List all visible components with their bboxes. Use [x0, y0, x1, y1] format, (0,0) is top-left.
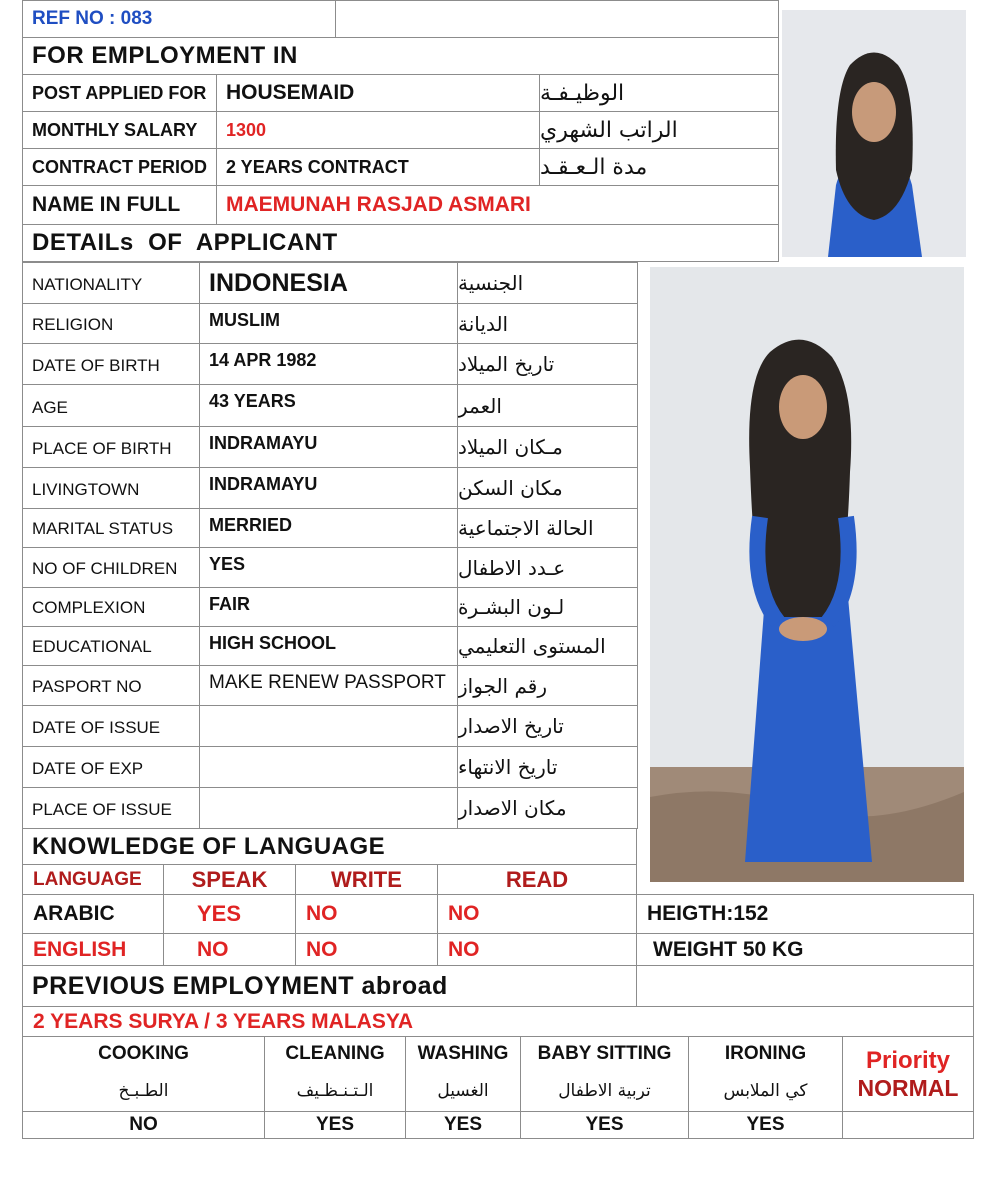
detail-value: MUSLIM [199, 303, 458, 344]
skill-value: YES [264, 1111, 406, 1139]
detail-label: DATE OF EXP [22, 746, 200, 788]
skill-arabic: الغسيل [405, 1070, 521, 1112]
detail-arabic: مكان السكن [457, 467, 638, 509]
arabic-language: ARABIC [22, 894, 164, 934]
skill-arabic: كي الملابس [688, 1070, 843, 1112]
detail-label: AGE [22, 384, 200, 427]
priority-label: Priority [865, 1046, 951, 1074]
detail-arabic: عـدد الاطفال [457, 547, 638, 588]
write-col-header: WRITE [295, 864, 438, 895]
language-heading: KNOWLEDGE OF LANGUAGE [22, 828, 637, 865]
detail-value: 14 APR 1982 [199, 343, 458, 385]
arabic-read: NO [437, 894, 637, 934]
detail-label: COMPLEXION [22, 587, 200, 627]
detail-label: PLACE OF ISSUE [22, 787, 200, 829]
english-read: NO [437, 933, 637, 966]
detail-value: INDRAMAYU [199, 426, 458, 468]
skill-name: IRONING [688, 1036, 843, 1071]
detail-value: MAKE RENEW PASSPORT [199, 665, 458, 706]
skill-arabic: الـتـنـظـيف [264, 1070, 406, 1112]
contract-label: CONTRACT PERIOD [22, 148, 217, 186]
detail-value: MERRIED [199, 508, 458, 548]
detail-label: NATIONALITY [22, 262, 200, 304]
details-heading: DETAILs OF APPLICANT [22, 224, 779, 262]
skill-name: WASHING [405, 1036, 521, 1071]
detail-arabic: لـون البشـرة [457, 587, 638, 627]
salary-value: 1300 [216, 111, 540, 149]
detail-label: RELIGION [22, 303, 200, 344]
priority-blank [842, 1111, 974, 1139]
height-value: HEIGTH:152 [636, 894, 974, 934]
english-write: NO [295, 933, 438, 966]
arabic-speak: YES [163, 894, 296, 934]
name-label: NAME IN FULL [22, 185, 217, 225]
employment-heading: FOR EMPLOYMENT IN [22, 37, 779, 75]
priority-value: NORMAL [857, 1074, 959, 1101]
weight-value: WEIGHT 50 KG [636, 933, 974, 966]
contract-value: 2 YEARS CONTRACT [216, 148, 540, 186]
detail-arabic: مكان الاصدار [457, 787, 638, 829]
arabic-write: NO [295, 894, 438, 934]
detail-label: DATE OF ISSUE [22, 705, 200, 747]
ref-no: REF NO : 083 [22, 0, 336, 38]
detail-label: LIVINGTOWN [22, 467, 200, 509]
detail-arabic: الحالة الاجتماعية [457, 508, 638, 548]
detail-label: DATE OF BIRTH [22, 343, 200, 385]
skill-name: COOKING [22, 1036, 265, 1071]
previous-blank [636, 965, 974, 1007]
detail-value [199, 746, 458, 788]
post-label: POST APPLIED FOR [22, 74, 217, 112]
detail-arabic: مـكان الميلاد [457, 426, 638, 468]
detail-value: YES [199, 547, 458, 588]
english-language: ENGLISH [22, 933, 164, 966]
detail-label: MARITAL STATUS [22, 508, 200, 548]
priority-cell [842, 1036, 974, 1112]
detail-arabic: تاريخ الميلاد [457, 343, 638, 385]
post-value: HOUSEMAID [216, 74, 540, 112]
detail-value [199, 705, 458, 747]
post-arabic: الوظيـفـة [539, 74, 779, 112]
salary-arabic: الراتب الشهري [539, 111, 779, 149]
skill-arabic: تربية الاطفال [520, 1070, 689, 1112]
detail-arabic: تاريخ الانتهاء [457, 746, 638, 788]
name-value: MAEMUNAH RASJAD ASMARI [216, 185, 779, 225]
salary-label: MONTHLY SALARY [22, 111, 217, 149]
contract-arabic: مدة الـعـقـد [539, 148, 779, 186]
detail-label: PLACE OF BIRTH [22, 426, 200, 468]
english-speak: NO [163, 933, 296, 966]
detail-value: 43 YEARS [199, 384, 458, 427]
detail-arabic: المستوى التعليمي [457, 626, 638, 666]
detail-value: INDRAMAYU [199, 467, 458, 509]
previous-value: 2 YEARS SURYA / 3 YEARS MALASYA [22, 1006, 974, 1037]
skill-value: YES [688, 1111, 843, 1139]
skill-arabic: الطـبـخ [22, 1070, 265, 1112]
detail-value: HIGH SCHOOL [199, 626, 458, 666]
detail-arabic: العمر [457, 384, 638, 427]
detail-arabic: تاريخ الاصدار [457, 705, 638, 747]
previous-heading: PREVIOUS EMPLOYMENT abroad [22, 965, 637, 1007]
detail-value: FAIR [199, 587, 458, 627]
detail-arabic: الديانة [457, 303, 638, 344]
read-col-header: READ [437, 864, 637, 895]
skill-name: BABY SITTING [520, 1036, 689, 1071]
skill-value: NO [22, 1111, 265, 1139]
detail-arabic: رقم الجواز [457, 665, 638, 706]
ref-blank [335, 0, 779, 38]
skill-value: YES [520, 1111, 689, 1139]
detail-label: PASPORT NO [22, 665, 200, 706]
detail-value [199, 787, 458, 829]
detail-arabic: الجنسية [457, 262, 638, 304]
skill-name: CLEANING [264, 1036, 406, 1071]
detail-label: EDUCATIONAL [22, 626, 200, 666]
speak-col-header: SPEAK [163, 864, 296, 895]
language-col-header: LANGUAGE [22, 864, 164, 895]
detail-value: INDONESIA [199, 262, 458, 304]
detail-label: NO OF CHILDREN [22, 547, 200, 588]
full-body-photo [650, 267, 964, 882]
portrait-photo [782, 10, 966, 257]
skill-value: YES [405, 1111, 521, 1139]
